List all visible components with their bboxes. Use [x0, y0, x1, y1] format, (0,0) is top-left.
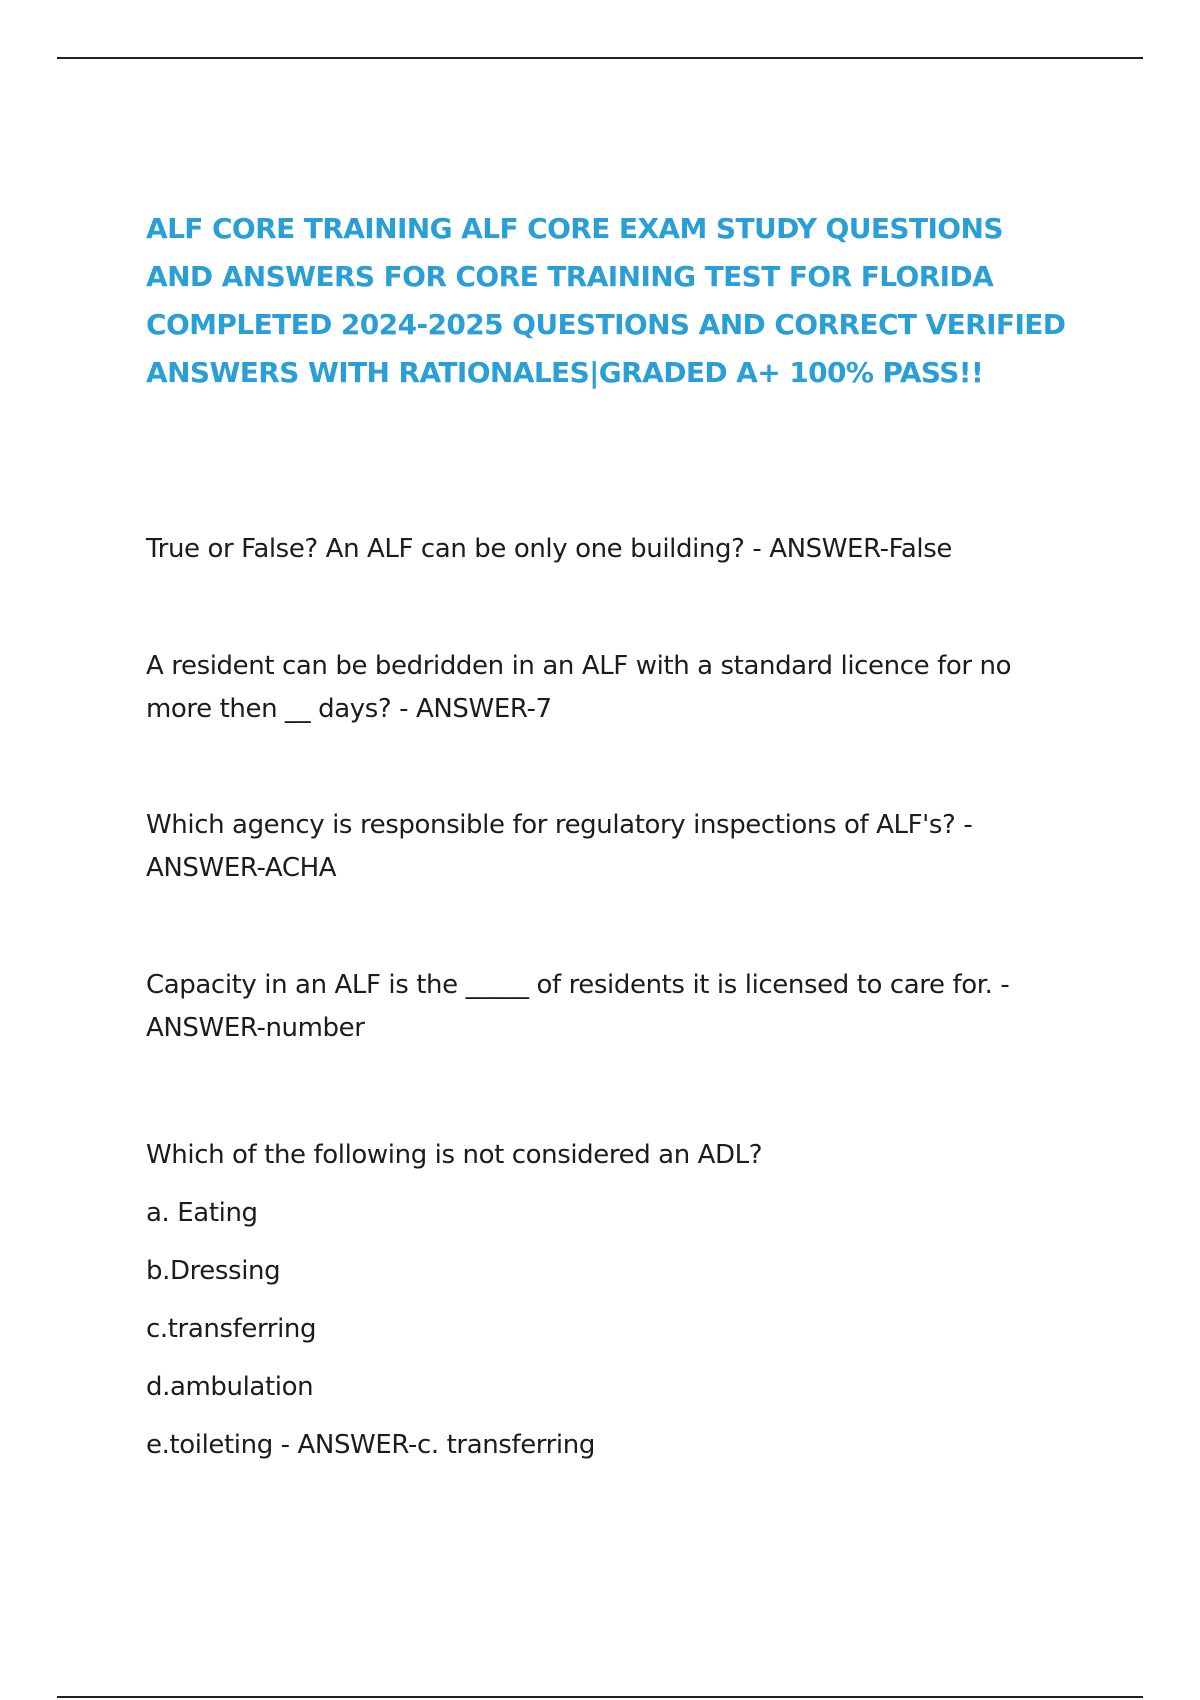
question-text: ANSWER-ACHA: [146, 853, 337, 883]
document-title: [146, 205, 1086, 397]
question-4: [146, 964, 1066, 1050]
answer-option-b: b.Dressing: [146, 1256, 281, 1286]
title-line: AND ANSWERS FOR CORE TRAINING TEST FOR FLORIDA: [146, 260, 994, 293]
question-text: Which of the following is not considered an ADL?: [146, 1140, 763, 1170]
answer-option-d: d.ambulation: [146, 1372, 314, 1402]
question-5: [146, 1126, 1066, 1474]
footer-rule: [57, 1696, 1143, 1698]
title-line: ALF CORE TRAINING ALF CORE EXAM STUDY QUESTIONS: [146, 212, 1003, 245]
title-line: COMPLETED 2024-2025 QUESTIONS AND CORRECT VERIFIED: [146, 308, 1066, 341]
question-2: [146, 645, 1066, 731]
answer-option-e: e.toileting - ANSWER-c. transferring: [146, 1430, 595, 1460]
question-text: Which agency is responsible for regulatory inspections of ALF's? -: [146, 810, 973, 840]
question-1: [146, 528, 1066, 571]
question-text: ANSWER-number: [146, 1013, 365, 1043]
answer-option-c: c.transferring: [146, 1314, 317, 1344]
question-text: more then __ days? - ANSWER-7: [146, 694, 552, 724]
header-rule: [57, 57, 1143, 59]
question-text: A resident can be bedridden in an ALF with a standard licence for no: [146, 651, 1012, 681]
title-line: ANSWERS WITH RATIONALES|GRADED A+ 100% PASS!!: [146, 356, 984, 389]
answer-option-a: a. Eating: [146, 1198, 258, 1228]
question-text: Capacity in an ALF is the _____ of residents it is licensed to care for. -: [146, 970, 1010, 1000]
question-3: [146, 804, 1066, 890]
question-text: True or False? An ALF can be only one building? - ANSWER-False: [146, 534, 952, 564]
